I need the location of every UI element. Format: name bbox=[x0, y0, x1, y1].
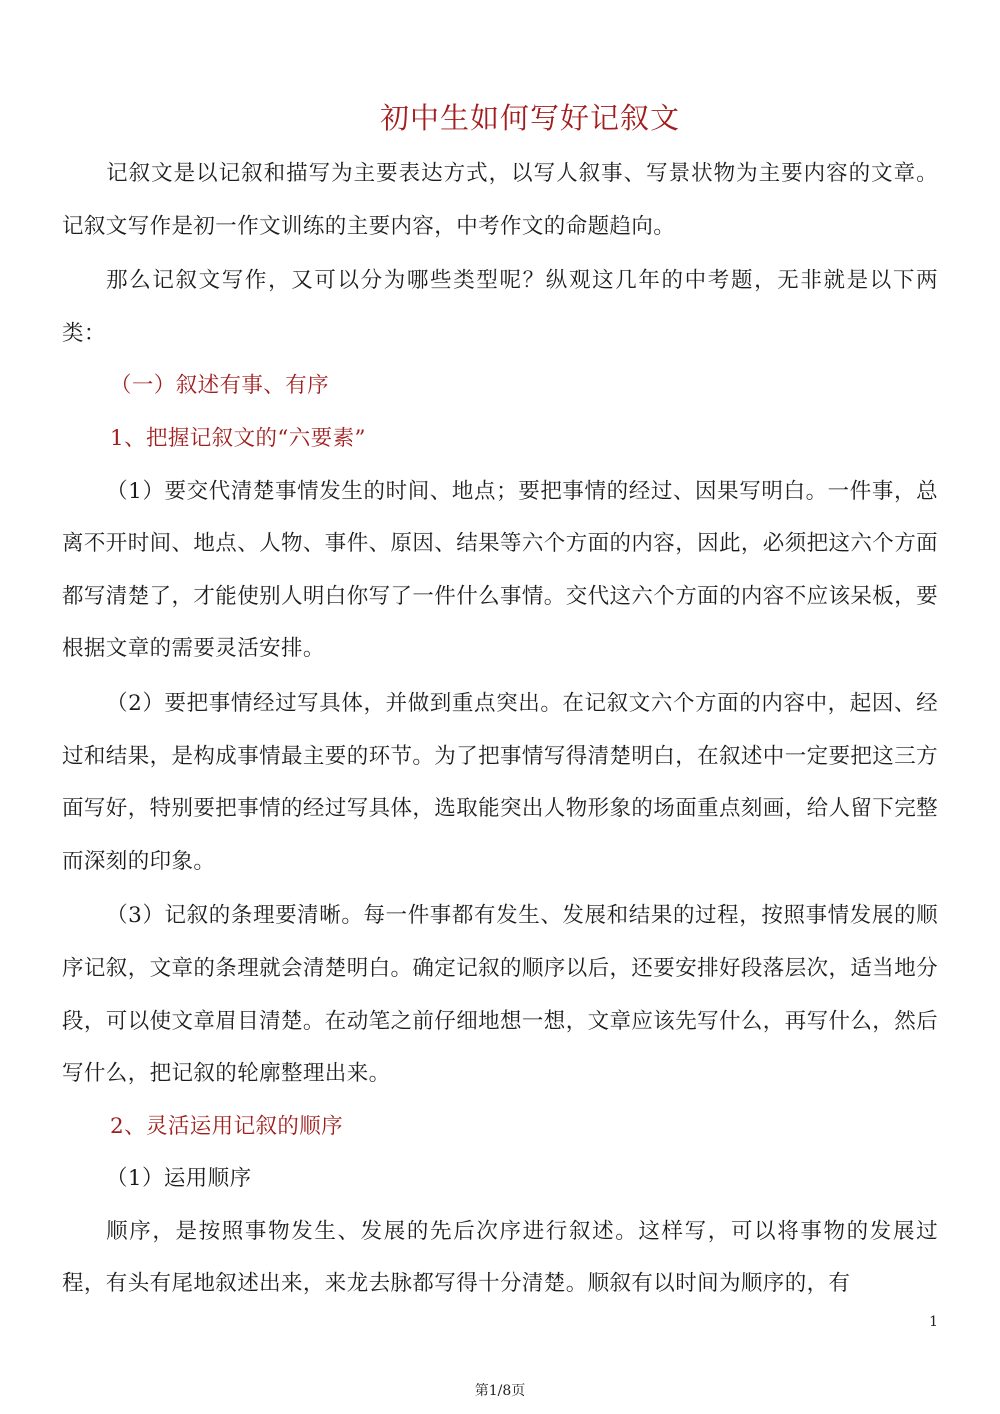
intro-paragraph-2: 那么记叙文写作，又可以分为哪些类型呢？纵观这几年的中考题，无非就是以下两类： bbox=[62, 268, 938, 346]
point-1-heading: 1、把握记叙文的“六要素” bbox=[110, 425, 366, 451]
point-2-sub-heading: （1）运用顺序 bbox=[106, 1166, 252, 1192]
page-footer: 第1/8页 bbox=[474, 1383, 526, 1399]
point-1-paragraph-1: （1）要交代清楚事情发生的时间、地点；要把事情的经过、因果写明白。一件事，总离不开时间、地点、人物、事件、原因、结果等六个方面的内容，因此，必须把这六个方面都写清楚了，才能使别人明白你写了一件什么事情。交代这六个方面的内容不应该呆板，要根据文章的需要灵活安排。 bbox=[62, 478, 939, 662]
intro-paragraph-1: 记叙文是以记叙和描写为主要表达方式，以写人叙事、写景状物为主要内容的文章。记叙文写作是初一作文训练的主要内容，中考作文的命题趋向。 bbox=[62, 161, 938, 239]
document-body bbox=[62, 148, 938, 1311]
document-title: 初中生如何写好记叙文 bbox=[379, 101, 680, 135]
point-2-paragraph: 顺序，是按照事物发生、发展的先后次序进行叙述。这样写，可以将事物的发展过程，有头有尾地叙述出来，来龙去脉都写得十分清楚。顺叙有以时间为顺序的，有 bbox=[62, 1218, 938, 1297]
page-number: 1 bbox=[929, 1314, 938, 1330]
section-heading: （一）叙述有事、有序 bbox=[110, 373, 330, 399]
point-1-paragraph-3: （3）记叙的条理要清晰。每一件事都有发生、发展和结果的过程，按照事情发展的顺序记叙，文章的条理就会清楚明白。确定记叙的顺序以后，还要安排好段落层次，适当地分段，可以使文章眉目清楚。在动笔之前仔细地想一想，文章应该先写什么，再写什么，然后写什么，把记叙的轮廓整理出来。 bbox=[62, 903, 939, 1087]
point-1-paragraph-2: （2）要把事情经过写具体，并做到重点突出。在记叙文六个方面的内容中，起因、经过和结果，是构成事情最主要的环节。为了把事情写得清楚明白，在叙述中一定要把这三方面写好，特别要把事情的经过写具体，选取能突出人物形象的场面重点刻画，给人留下完整而深刻的印象。 bbox=[62, 690, 939, 874]
point-2-heading: 2、灵活运用记叙的顺序 bbox=[110, 1113, 344, 1139]
